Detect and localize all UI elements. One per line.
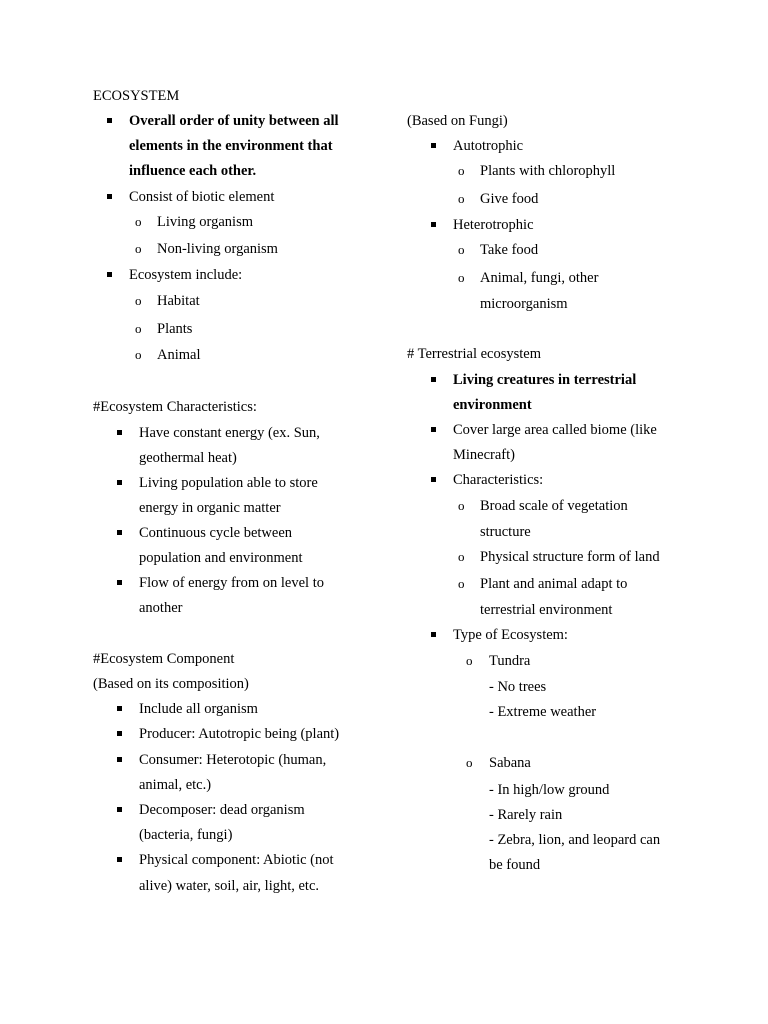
bullet-circle-icon: o (135, 293, 142, 308)
type-of-ecosystem-item: Type of Ecosystem: (453, 627, 568, 643)
bullet-square-icon (117, 530, 122, 535)
characteristic-item-cont: geothermal heat) (139, 450, 237, 466)
biome-item: Cover large area called biome (like (453, 422, 657, 438)
characteristic-item: Have constant energy (ex. Sun, (139, 425, 320, 441)
terrestrial-definition: Living creatures in terrestrial (453, 372, 637, 388)
definition-line-3: influence each other. (129, 163, 257, 179)
characteristic-detail-cont: structure (480, 524, 531, 540)
bullet-circle-icon: o (458, 549, 465, 564)
characteristic-detail: Plant and animal adapt to (480, 576, 628, 592)
autotrophic-item: Autotrophic (453, 138, 524, 154)
bullet-square-icon (431, 377, 436, 382)
definition-line-2: elements in the environment that (129, 138, 333, 154)
bullet-circle-icon: o (135, 214, 142, 229)
characteristic-detail: Broad scale of vegetation (480, 498, 628, 514)
tundra-item: Tundra (489, 653, 531, 669)
bullet-circle-icon: o (135, 241, 142, 256)
bullet-circle-icon: o (458, 191, 465, 206)
non-living-organism-item: Non-living organism (157, 241, 278, 257)
bullet-circle-icon: o (458, 242, 465, 257)
bullet-circle-icon: o (466, 653, 473, 668)
biome-item-cont: Minecraft) (453, 447, 515, 463)
sabana-item: Sabana (489, 755, 531, 771)
bullet-square-icon (117, 857, 122, 862)
bullet-square-icon (431, 143, 436, 148)
bullet-circle-icon: o (458, 498, 465, 513)
ecosystem-include-item: Ecosystem include: (129, 267, 243, 283)
bullet-square-icon (117, 731, 122, 736)
bullet-square-icon (117, 706, 122, 711)
tundra-detail: - No trees (489, 679, 547, 695)
component-item-cont: (bacteria, fungi) (139, 827, 233, 843)
bullet-square-icon (107, 118, 112, 123)
bullet-square-icon (117, 757, 122, 762)
sabana-detail: - Rarely rain (489, 807, 563, 823)
animal-item: Animal (157, 347, 201, 363)
bullet-square-icon (117, 807, 122, 812)
sabana-detail: - In high/low ground (489, 782, 610, 798)
component-item-cont: alive) water, soil, air, light, etc. (139, 878, 320, 894)
heterotrophic-detail-cont: microorganism (480, 296, 568, 312)
component-item: Decomposer: dead organism (139, 802, 305, 818)
bullet-square-icon (117, 480, 122, 485)
autotrophic-detail: Plants with chlorophyll (480, 163, 616, 179)
bullet-square-icon (431, 632, 436, 637)
component-item: Physical component: Abiotic (not (139, 852, 334, 868)
sabana-detail: - Zebra, lion, and leopard can (489, 832, 661, 848)
sabana-detail-cont: be found (489, 857, 541, 873)
bullet-square-icon (431, 427, 436, 432)
characteristics-item: Characteristics: (453, 472, 544, 488)
heterotrophic-detail: Take food (480, 242, 539, 258)
characteristic-item: Flow of energy from on level to (139, 575, 324, 591)
bullet-square-icon (107, 194, 112, 199)
bullet-square-icon (107, 272, 112, 277)
biotic-element-item: Consist of biotic element (129, 189, 275, 205)
definition-line-1: Overall order of unity between all (129, 113, 339, 129)
characteristic-item-cont: energy in organic matter (139, 500, 281, 516)
characteristics-heading: #Ecosystem Characteristics: (93, 399, 257, 415)
bullet-circle-icon: o (458, 576, 465, 591)
bullet-circle-icon: o (135, 347, 142, 362)
tundra-detail: - Extreme weather (489, 704, 597, 720)
bullet-square-icon (117, 580, 122, 585)
bullet-circle-icon: o (458, 270, 465, 285)
terrestrial-heading: # Terrestrial ecosystem (407, 346, 542, 362)
bullet-circle-icon: o (135, 321, 142, 336)
autotrophic-detail: Give food (480, 191, 539, 207)
characteristic-item: Continuous cycle between (139, 525, 293, 541)
bullet-square-icon (431, 222, 436, 227)
component-item: Producer: Autotropic being (plant) (139, 726, 340, 742)
page-title: ECOSYSTEM (93, 88, 180, 104)
heterotrophic-item: Heterotrophic (453, 217, 534, 233)
component-item: Consumer: Heterotopic (human, (139, 752, 327, 768)
bullet-circle-icon: o (458, 163, 465, 178)
characteristic-item-cont: population and environment (139, 550, 303, 566)
bullet-circle-icon: o (466, 755, 473, 770)
plants-item: Plants (157, 321, 193, 337)
characteristic-item-cont: another (139, 600, 183, 616)
heterotrophic-detail: Animal, fungi, other (480, 270, 599, 286)
living-organism-item: Living organism (157, 214, 253, 230)
bullet-square-icon (117, 430, 122, 435)
fungi-heading: (Based on Fungi) (407, 113, 508, 129)
component-item: Include all organism (139, 701, 258, 717)
terrestrial-definition-cont: environment (453, 397, 532, 413)
component-item-cont: animal, etc.) (139, 777, 212, 793)
habitat-item: Habitat (157, 293, 200, 309)
component-subheading: (Based on its composition) (93, 676, 249, 692)
characteristic-detail-cont: terrestrial environment (480, 602, 613, 618)
characteristic-item: Living population able to store (139, 475, 318, 491)
component-heading: #Ecosystem Component (93, 651, 235, 667)
characteristic-detail: Physical structure form of land (480, 549, 660, 565)
bullet-square-icon (431, 477, 436, 482)
